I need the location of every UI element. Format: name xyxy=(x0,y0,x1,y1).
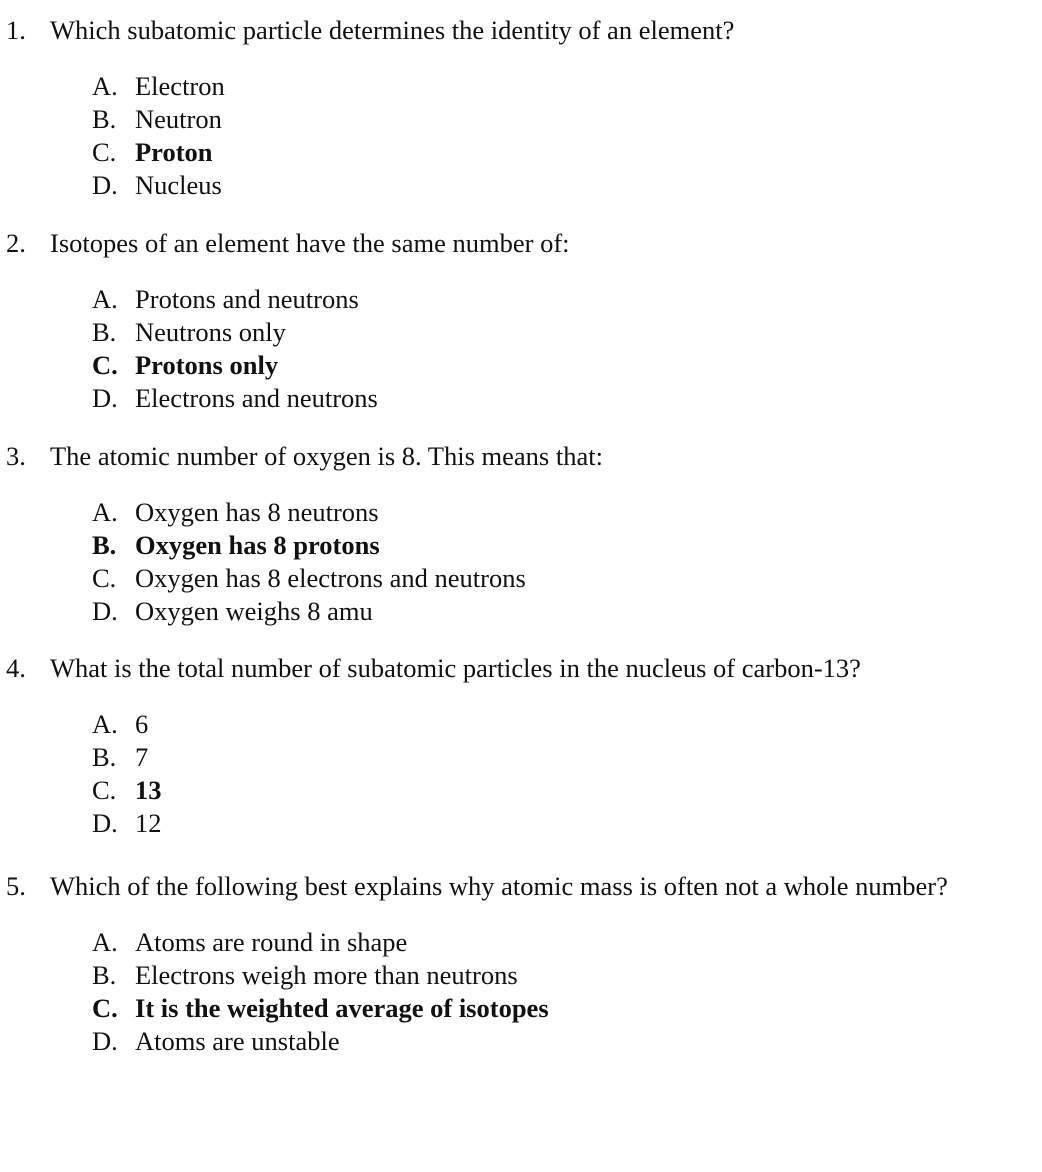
question-number: 5. xyxy=(6,871,26,901)
option-letter: B. xyxy=(92,104,117,134)
option-text: Electrons weigh more than neutrons xyxy=(135,960,518,990)
question-stem xyxy=(0,227,1042,260)
option-text: 13 xyxy=(135,775,162,805)
option-text: Protons only xyxy=(135,350,279,380)
question-stem xyxy=(0,652,1042,685)
option-text: Oxygen has 8 protons xyxy=(135,530,380,560)
option-letter: C. xyxy=(92,350,118,380)
option-letter: C. xyxy=(92,563,117,593)
option-letter: B. xyxy=(92,742,117,772)
option-text: Electron xyxy=(135,71,225,101)
option-letter: D. xyxy=(92,1026,118,1056)
question-3 xyxy=(0,440,1042,626)
question-number: 1. xyxy=(6,15,26,45)
option-text: 12 xyxy=(135,808,162,838)
option-text: Neutron xyxy=(135,104,222,134)
question-stem xyxy=(0,870,1042,903)
option-text: Proton xyxy=(135,137,213,167)
question-text: Which subatomic particle determines the identity of an element? xyxy=(50,15,735,45)
question-stem xyxy=(0,440,1042,473)
option-letter: A. xyxy=(92,71,118,101)
option-text: Oxygen has 8 electrons and neutrons xyxy=(135,563,526,593)
question-number: 4. xyxy=(6,653,26,683)
option-letter: D. xyxy=(92,383,118,413)
question-text: Which of the following best explains why atomic mass is often not a whole number? xyxy=(50,871,948,901)
option-letter: D. xyxy=(92,596,118,626)
option-letter: A. xyxy=(92,497,118,527)
option-letter: B. xyxy=(92,960,117,990)
question-text: Isotopes of an element have the same number of: xyxy=(50,228,570,258)
option-text: Neutrons only xyxy=(135,317,286,347)
option-letter: A. xyxy=(92,709,118,739)
option-letter: B. xyxy=(92,317,117,347)
option-text: 7 xyxy=(135,742,149,772)
question-4 xyxy=(0,652,1042,838)
option-text: Protons and neutrons xyxy=(135,284,359,314)
option-text: Nucleus xyxy=(135,170,222,200)
option-text: It is the weighted average of isotopes xyxy=(135,993,549,1023)
question-number: 2. xyxy=(6,228,26,258)
option-text: 6 xyxy=(135,709,149,739)
question-5 xyxy=(0,870,1042,1056)
option-letter: C. xyxy=(92,993,118,1023)
question-text: What is the total number of subatomic particles in the nucleus of carbon-13? xyxy=(50,653,861,683)
option-text: Atoms are round in shape xyxy=(135,927,408,957)
option-text: Atoms are unstable xyxy=(135,1026,340,1056)
option-text: Oxygen weighs 8 amu xyxy=(135,596,373,626)
option-letter: B. xyxy=(92,530,117,560)
option-letter: C. xyxy=(92,137,117,167)
question-text: The atomic number of oxygen is 8. This means that: xyxy=(50,441,603,471)
option-text: Electrons and neutrons xyxy=(135,383,378,413)
option-letter: A. xyxy=(92,927,118,957)
option-letter: D. xyxy=(92,808,118,838)
question-number: 3. xyxy=(6,441,26,471)
question-2 xyxy=(0,227,1042,413)
option-letter: C. xyxy=(92,775,117,805)
option-letter: D. xyxy=(92,170,118,200)
question-1 xyxy=(0,14,1042,200)
question-stem xyxy=(0,14,1042,47)
option-text: Oxygen has 8 neutrons xyxy=(135,497,379,527)
option-letter: A. xyxy=(92,284,118,314)
